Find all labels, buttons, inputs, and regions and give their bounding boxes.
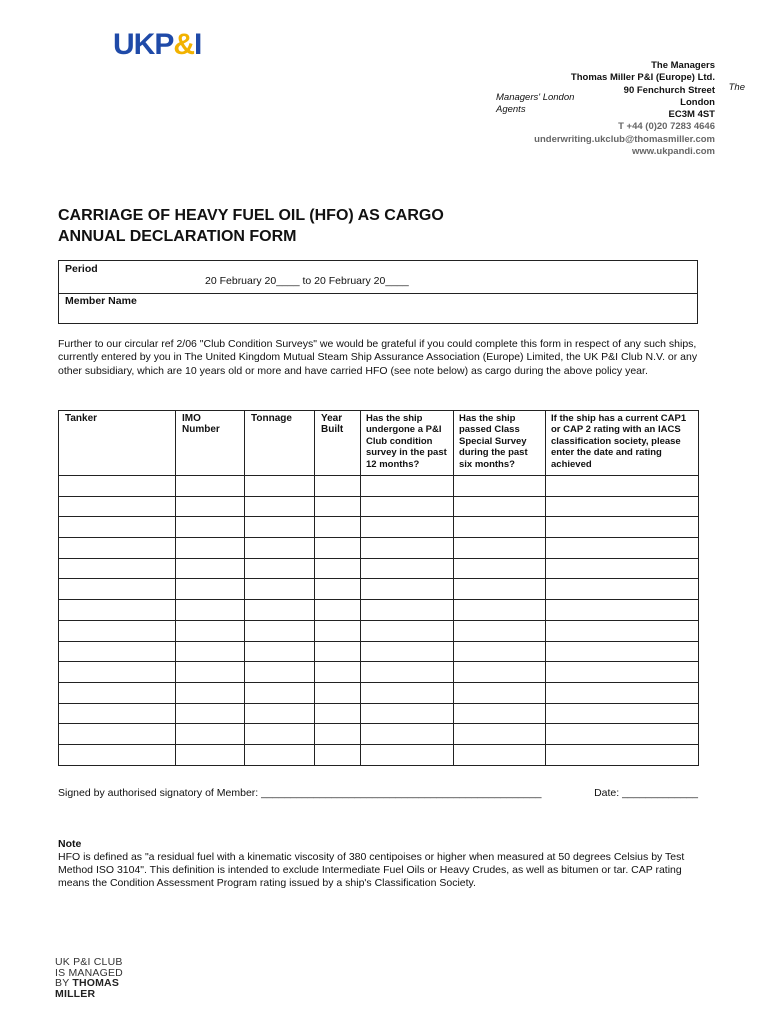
table-cell[interactable] xyxy=(546,476,699,497)
table-cell[interactable] xyxy=(454,662,546,683)
ukpandi-logo xyxy=(113,30,201,60)
table-cell[interactable] xyxy=(59,703,176,724)
logo-text-i: I xyxy=(194,28,202,61)
table-row xyxy=(59,703,699,724)
address-line-city: London xyxy=(680,96,715,108)
table-cell[interactable] xyxy=(315,703,361,724)
table-row xyxy=(59,538,699,559)
agents-line-1: Managers' London xyxy=(496,92,575,103)
table-row xyxy=(59,641,699,662)
table-cell[interactable] xyxy=(176,641,245,662)
table-cell[interactable] xyxy=(315,744,361,765)
table-cell[interactable] xyxy=(315,579,361,600)
address-line-company: Thomas Miller P&I (Europe) Ltd. xyxy=(570,72,715,84)
footer-by: BY xyxy=(55,977,73,989)
table-cell[interactable] xyxy=(315,517,361,538)
table-cell[interactable] xyxy=(245,703,315,724)
table-cell[interactable] xyxy=(176,558,245,579)
table-row xyxy=(59,558,699,579)
table-cell[interactable] xyxy=(454,579,546,600)
table-cell[interactable] xyxy=(361,496,454,517)
table-cell[interactable] xyxy=(454,558,546,579)
table-cell[interactable] xyxy=(315,476,361,497)
table-row xyxy=(59,662,699,683)
signature-field[interactable]: Signed by authorised signatory of Member: ________________________________________________ xyxy=(58,787,542,799)
form-title-line-1: CARRIAGE OF HEAVY FUEL OIL (HFO) AS CARGO xyxy=(58,207,444,224)
table-cell[interactable] xyxy=(245,476,315,497)
table-cell[interactable] xyxy=(59,600,176,621)
address-phone: T +44 (0)20 7283 4646 xyxy=(618,121,715,133)
table-cell[interactable] xyxy=(546,724,699,745)
table-cell[interactable] xyxy=(59,579,176,600)
table-cell[interactable] xyxy=(176,724,245,745)
footer-line-1: UK P&I CLUB xyxy=(55,956,123,968)
table-row xyxy=(59,744,699,765)
table-cell[interactable] xyxy=(546,538,699,559)
member-name-label: Member Name xyxy=(65,295,137,307)
table-row xyxy=(59,496,699,517)
header-tonnage: Tonnage xyxy=(245,411,315,476)
header-imo-number: IMO Number xyxy=(176,411,245,476)
period-value-field[interactable]: 20 February 20____ to 20 February 20____ xyxy=(205,275,409,287)
header-class-special-survey: Has the ship passed Class Special Survey during the past six months? xyxy=(454,411,546,476)
address-line-managers: The Managers xyxy=(651,60,715,71)
table-cell[interactable] xyxy=(454,641,546,662)
footer-line-4: MILLER xyxy=(55,987,96,1000)
table-cell[interactable] xyxy=(245,682,315,703)
table-cell[interactable] xyxy=(361,558,454,579)
table-cell[interactable] xyxy=(546,641,699,662)
period-divider xyxy=(59,293,697,294)
table-row xyxy=(59,682,699,703)
footer-brand-mark xyxy=(55,957,123,999)
table-cell[interactable] xyxy=(176,682,245,703)
table-cell[interactable] xyxy=(59,538,176,559)
table-row xyxy=(59,724,699,745)
form-title xyxy=(58,205,444,247)
table-cell[interactable] xyxy=(361,517,454,538)
table-cell[interactable] xyxy=(315,558,361,579)
table-cell[interactable] xyxy=(361,476,454,497)
table-cell[interactable] xyxy=(59,496,176,517)
table-row xyxy=(59,620,699,641)
period-member-box xyxy=(58,260,698,324)
table-cell[interactable] xyxy=(546,703,699,724)
header-cap-rating: If the ship has a current CAP1 or CAP 2 rating with an IACS classification society, please enter the date and rating achieved xyxy=(546,411,699,476)
footer-line-3 xyxy=(55,978,123,989)
table-cell[interactable] xyxy=(454,517,546,538)
table-cell[interactable] xyxy=(454,496,546,517)
table-cell[interactable] xyxy=(245,724,315,745)
table-cell[interactable] xyxy=(176,517,245,538)
note-heading: Note xyxy=(58,838,82,850)
table-cell[interactable] xyxy=(245,579,315,600)
table-cell[interactable] xyxy=(454,682,546,703)
table-cell[interactable] xyxy=(546,496,699,517)
table-cell[interactable] xyxy=(176,620,245,641)
logo-text-ukp: UKP xyxy=(113,28,174,61)
date-field[interactable]: Date: _____________ xyxy=(594,787,698,799)
header-tanker: Tanker xyxy=(59,411,176,476)
table-cell[interactable] xyxy=(361,600,454,621)
table-cell[interactable] xyxy=(361,662,454,683)
table-cell[interactable] xyxy=(315,538,361,559)
footer-thomas: THOMAS xyxy=(72,977,120,989)
managers-address xyxy=(415,60,745,158)
table-cell[interactable] xyxy=(454,538,546,559)
address-website: www.ukpandi.com xyxy=(631,146,715,158)
table-cell[interactable] xyxy=(361,538,454,559)
table-cell[interactable] xyxy=(176,579,245,600)
table-cell[interactable] xyxy=(315,620,361,641)
table-cell[interactable] xyxy=(546,558,699,579)
table-cell[interactable] xyxy=(59,744,176,765)
table-cell[interactable] xyxy=(454,476,546,497)
table-cell[interactable] xyxy=(361,744,454,765)
header-year-built: Year Built xyxy=(315,411,361,476)
table-cell[interactable] xyxy=(454,620,546,641)
table-cell[interactable] xyxy=(315,724,361,745)
table-cell[interactable] xyxy=(361,682,454,703)
table-cell[interactable] xyxy=(59,662,176,683)
tanker-declaration-table xyxy=(58,410,699,766)
table-cell[interactable] xyxy=(59,558,176,579)
intro-paragraph: Further to our circular ref 2/06 "Club Condition Surveys" we would be grateful if you could complete this form in respect of any such ships, currently entered by you in The United Kingdom Mutual Steam Ship Assurance Association (Europe) Limited, the UK P&I Club N.V. or any other subsidiary, which are 10 years old or more and have carried HFO (see note below) as cargo during the above policy year. xyxy=(58,338,698,377)
table-cell[interactable] xyxy=(245,496,315,517)
table-cell[interactable] xyxy=(245,641,315,662)
table-cell[interactable] xyxy=(315,641,361,662)
table-cell[interactable] xyxy=(361,641,454,662)
table-row xyxy=(59,476,699,497)
table-cell[interactable] xyxy=(546,600,699,621)
table-cell[interactable] xyxy=(59,682,176,703)
table-cell[interactable] xyxy=(546,744,699,765)
address-line-postcode: EC3M 4ST xyxy=(668,109,715,121)
table-cell[interactable] xyxy=(546,662,699,683)
table-cell[interactable] xyxy=(59,517,176,538)
table-header-row xyxy=(59,411,699,476)
table-cell[interactable] xyxy=(546,620,699,641)
table-cell[interactable] xyxy=(176,476,245,497)
table-cell[interactable] xyxy=(245,600,315,621)
table-cell[interactable] xyxy=(315,662,361,683)
table-cell[interactable] xyxy=(546,579,699,600)
table-cell[interactable] xyxy=(454,744,546,765)
period-label: Period xyxy=(65,263,98,275)
table-cell[interactable] xyxy=(176,600,245,621)
table-cell[interactable] xyxy=(361,579,454,600)
header-condition-survey: Has the ship undergone a P&I Club condition survey in the past 12 months? xyxy=(361,411,454,476)
address-email: underwriting.ukclub@thomasmiller.com xyxy=(534,133,715,145)
table-cell[interactable] xyxy=(176,662,245,683)
table-cell[interactable] xyxy=(454,600,546,621)
table-cell[interactable] xyxy=(59,620,176,641)
agents-line-2: Agents xyxy=(496,104,526,116)
table-cell[interactable] xyxy=(315,600,361,621)
table-cell[interactable] xyxy=(361,620,454,641)
table-cell[interactable] xyxy=(245,662,315,683)
table-row xyxy=(59,579,699,600)
table-cell[interactable] xyxy=(245,744,315,765)
table-cell[interactable] xyxy=(315,496,361,517)
logo-ampersand: & xyxy=(173,28,195,61)
table-cell[interactable] xyxy=(176,744,245,765)
footer-line-2: IS MANAGED xyxy=(55,966,123,979)
form-title-line-2: ANNUAL DECLARATION FORM xyxy=(58,228,297,245)
table-row xyxy=(59,517,699,538)
table-cell[interactable] xyxy=(59,641,176,662)
table-cell[interactable] xyxy=(454,703,546,724)
table-cell[interactable] xyxy=(176,703,245,724)
managers-agents-note xyxy=(496,92,616,117)
note-text: HFO is defined as "a residual fuel with a kinematic viscosity of 380 centipoises or higher when measured at 50 degrees Celsius by Test Method ISO 3104". This definition is intended to exclude Intermediate Fuel Oils or Heavy Crudes, as well as bitumen or tar. CAP rating means the Condition Assessment Program rating issued by a ship's Classification Society. xyxy=(58,851,685,889)
table-cell[interactable] xyxy=(176,496,245,517)
table-cell[interactable] xyxy=(361,724,454,745)
table-cell[interactable] xyxy=(245,620,315,641)
table-cell[interactable] xyxy=(315,682,361,703)
table-row xyxy=(59,600,699,621)
table-cell[interactable] xyxy=(176,538,245,559)
table-cell[interactable] xyxy=(59,724,176,745)
table-cell[interactable] xyxy=(59,476,176,497)
table-cell[interactable] xyxy=(361,703,454,724)
signature-line xyxy=(58,787,698,799)
table-cell[interactable] xyxy=(546,682,699,703)
table-cell[interactable] xyxy=(546,517,699,538)
table-body xyxy=(59,476,699,766)
table-cell[interactable] xyxy=(245,517,315,538)
address-the-note: The xyxy=(728,82,745,93)
table-cell[interactable] xyxy=(245,538,315,559)
table-cell[interactable] xyxy=(454,724,546,745)
table-cell[interactable] xyxy=(245,558,315,579)
address-line-street: 90 Fenchurch Street xyxy=(623,84,715,96)
